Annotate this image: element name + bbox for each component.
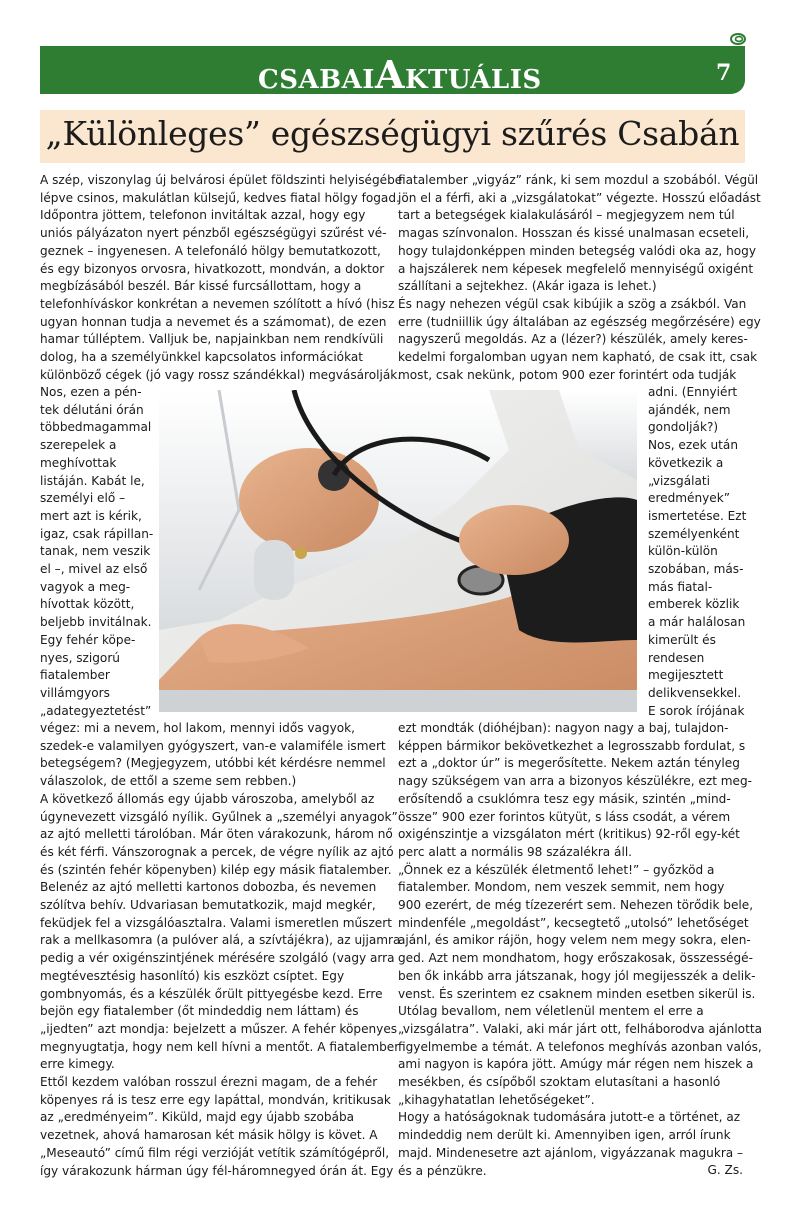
text-line: „adategyeztetést” [40, 703, 152, 718]
text-line: pedig a vér oxigénszintjének mérésére szolgáló (vagy arra [40, 951, 395, 966]
text-line: szobában, más- [648, 562, 744, 577]
text-line: villámgyors [40, 685, 110, 700]
text-line: úgynevezett vizsgáló nyílik. Gyűlnek a „személyi anyagok” [40, 809, 398, 824]
text-line: Időpontra jöttem, telefonon invitáltak azzal, hogy egy [40, 208, 366, 223]
text-line: És nagy nehezen végül csak kibújik a szög a zsákból. Van [398, 296, 747, 311]
headline: „Különleges” egészségügyi szűrés Csabán [45, 114, 740, 153]
text-line: köpenyes rá is tesz erre egy lapáttal, mondván, kritikusak [40, 1092, 391, 1107]
text-line: rendesen [648, 650, 705, 665]
text-line: „Meseautó” című film régi verzióját vetítik számítógépről, [40, 1145, 390, 1160]
text-line: adni. (Ennyiért [648, 385, 738, 399]
text-line: jön el a férfi, aki a „vizsgálatokat” végezte. Hosszú előadást [398, 190, 761, 205]
text-line: oxigénszintje a vizsgálaton mért (kritikus) 92-ről egy-két [398, 827, 740, 842]
text-line: megijesztett [648, 668, 724, 683]
text-line: ezt a „doktor úr” is megerősítette. Nekem aztán tényleg [398, 756, 740, 771]
text-line: vezetnek, ahová hamarosan két másik hölgy is követ. A [40, 1128, 378, 1143]
text-line: vagyok a meg- [40, 579, 131, 594]
text-line: ismertetése. Ezt [648, 508, 747, 523]
text-line: bejön egy fiatalember (őt mindeddig nem láttam) és [40, 1004, 359, 1019]
text-line: szedek-e valamilyen gyógyszert, van-e valamiféle ismert [40, 738, 386, 753]
text-line: „kihagyhatatlan lehetőségeket”. [398, 1092, 595, 1107]
text-line: telefonhíváskor konkrétan a nevemen szólított a hívó (hisz [40, 296, 395, 311]
text-line: más fiatal- [648, 579, 713, 594]
text-line: hívottak között, [40, 597, 135, 612]
text-line: rak a mellkasomra (a pulóver alá, a szívtájékra), az ujjamra [40, 933, 401, 948]
masthead-part2: A [374, 52, 405, 97]
text-line: és (szintén fehér köpenyben) kilép egy másik fiatalember. [40, 862, 392, 877]
text-line: Nos, ezek után [648, 438, 738, 453]
headline-band [40, 110, 745, 163]
text-line: megtévesztésig hasonlító) kis eszközt csíptet. Egy [40, 968, 345, 983]
column-2-bottom-text [398, 720, 762, 1180]
text-line: „Önnek ez a készülék életmentő lehet!” – győzköd a [398, 862, 715, 877]
text-line: listáján. Kabát le, [40, 473, 145, 488]
text-line: hamar túlléptem. Valljuk be, napjainkban nem rendkívüli [40, 332, 384, 347]
text-line: következik a [648, 455, 724, 470]
text-line: beljebb invitálnak. [40, 615, 152, 630]
text-line: válaszolok, de ettől a szeme sem rebben.) [40, 774, 297, 789]
text-line: megbízásából beszél. Bár kissé furcsállottam, hogy a [40, 279, 362, 294]
text-line: többedmagammal [40, 420, 152, 435]
text-line: ami nagyon is kapóra jött. Amúgy már régen nem hiszek a [398, 1057, 754, 1072]
masthead-title [258, 52, 542, 97]
text-line: erre (tudniillik úgy általában az egészség megőrzésére) egy [398, 314, 761, 329]
text-line: „ijedten” azt mondja: bejelzett a műszer. A fehér köpenyes [40, 1021, 398, 1036]
text-line: személyi elő – [40, 491, 126, 506]
swirl-logo-icon [729, 32, 747, 46]
text-line: személyenként [648, 526, 740, 541]
text-line: nyes, szigorú [40, 650, 120, 665]
text-line: A szép, viszonylag új belvárosi épület földszinti helyiségébe [40, 173, 403, 187]
text-line: megnyugtatja, hogy nem kell hívni a mentőt. A fiatalember [40, 1039, 400, 1054]
text-line: fiatalember. Mondom, nem veszek semmit, nem hogy [398, 880, 725, 895]
text-line: feküdjek fel a vizsgálóasztalra. Valami ismeretlen műszert [40, 915, 392, 930]
masthead-part3: KTUÁLIS [404, 65, 542, 95]
text-line: most, csak nekünk, potom 900 ezer forintért oda tudják [398, 367, 737, 382]
text-line: és két férfi. Vánszorognak a percek, de végre nyílik az ajtó [40, 844, 394, 859]
text-line: fiatalember „vigyáz” ránk, ki sem mozdul a szobából. Végül [398, 173, 759, 187]
text-line: mert azt is kérik, [40, 508, 142, 523]
text-line: így várakozunk hárman úgy fél-háromnegyed órán át. Egy [40, 1163, 394, 1178]
text-line: Hogy a hatóságoknak tudomására jutott-e a történet, az [398, 1110, 741, 1125]
text-line: emberek közlik [648, 597, 740, 612]
masthead-part1: CSABAI [258, 65, 375, 95]
text-line: hogy tulajdonképpen minden betegség valódi oka az, hogy [398, 243, 757, 258]
text-line: delikvensekkel. [648, 685, 742, 700]
text-line: magas színvonalon. Hosszan és kissé unalmasan ecseteli, [398, 226, 750, 241]
text-line: szerepelek a [40, 438, 117, 453]
text-line: betegségem? (Megjegyzem, utóbbi két kérdésre nemmel [40, 756, 386, 771]
text-line: kimerült és [648, 632, 716, 647]
text-line: ajándék, nem [648, 402, 731, 417]
text-line: mindeddig nem derült ki. Amennyiben igen, arról írunk [398, 1128, 731, 1143]
column-2-top-text [398, 172, 761, 384]
text-line: venst. És szerintem ez csaknem minden esetben sikerül is. [398, 986, 756, 1001]
text-line: Nos, ezen a pén- [40, 385, 142, 399]
text-line: „vizsgálati [648, 473, 711, 488]
text-line: igaz, csak rápillan- [40, 526, 154, 541]
text-line: tek délutáni órán [40, 402, 144, 417]
text-line: az ajtó melletti tárolóban. Már öten várakozunk, három nő [40, 827, 393, 842]
text-line: az „eredményeim”. Kiküld, majd egy újabb szobába [40, 1110, 355, 1125]
text-line: Utólag bevallom, nem véletlenül mentem el erre a [398, 1004, 704, 1019]
text-line: mesékben, és csípőből szoktam elutasítani a hasonló [398, 1075, 721, 1090]
text-line: 900 ezerért, de még tízezerért sem. Nehezen törődik bele, [398, 898, 754, 913]
text-line: a hajszálerek nem képesek megfelelő mennyiségű oxigént [398, 261, 754, 276]
text-line: kedelmi forgalomban ugyan nem kapható, de csak itt, csak [398, 350, 758, 365]
text-line: meghívottak [40, 455, 117, 470]
text-line: majd. Mindenesetre azt ajánlom, vigyázzanak magukra – [398, 1145, 744, 1160]
text-line: össze” 900 ezer forintos kütyüt, s láss csodát, a vérem [398, 809, 731, 824]
column-1-top-text [40, 172, 402, 384]
column-2-wrap-text [648, 384, 746, 720]
page-number: 7 [716, 60, 732, 86]
blood-pressure-photo-icon [159, 390, 637, 712]
text-line: A következő állomás egy újabb városzoba, amelyből az [40, 791, 375, 806]
text-line: lépve csinos, makulátlan külsejű, kedves fiatal hölgy fogad. [40, 190, 400, 205]
column-1-bottom-text [40, 720, 400, 1180]
text-line: végez: mi a nevem, hol lakom, mennyi idős vagyok, [40, 721, 356, 735]
text-line: tanak, nem veszik [40, 544, 151, 559]
text-line: szállítani a sejtekhez. (Akár igaza is lehet.) [398, 279, 657, 294]
text-line: el –, mivel az első [40, 562, 148, 577]
article-photo [159, 390, 637, 712]
text-line: nagy szükségem van arra a bizonyos készülékre, ezt meg- [398, 774, 753, 789]
text-line: tart a betegségek kialakulásáról – megjegyzem nem túl [398, 208, 735, 223]
text-line: erősítendő a csuklómra tesz egy másik, szintén „mind- [398, 791, 731, 806]
text-line: geznek – ingyenesen. A telefonáló hölgy bemutatkozott, [40, 243, 381, 258]
text-line: eredmények” [648, 491, 731, 506]
text-line: uniós pályázaton nyert pénzből egészségügyi szűrést vé- [40, 226, 387, 241]
text-line: mindenféle „megoldást”, kecsegtető „utolsó” lehetőséget [398, 915, 749, 930]
text-line: képpen bármikor bekövetkezhet a legrosszabb fordulat, s [398, 738, 746, 753]
text-line: „vizsgálatra”. Valaki, aki már járt ott, felháborodva ajánlotta [398, 1021, 762, 1036]
text-line: Egy fehér köpe- [40, 632, 136, 647]
text-line: gombnyomás, és a készülék őrült pittyegésbe kezd. Erre [40, 986, 383, 1001]
column-1-wrap-text [40, 384, 153, 720]
text-line: gondolják?) [648, 420, 719, 435]
text-line: Ettől kezdem valóban rosszul érezni magam, de a fehér [40, 1075, 378, 1090]
author-signature: G. Zs. [707, 1163, 743, 1177]
text-line: fiatalember [40, 668, 110, 683]
text-line: különböző cégek (jó vagy rossz szándékkal) megvásárolják. [40, 367, 402, 382]
text-line: ugyan honnan tudja a nevemet és a számomat), de ezen [40, 314, 387, 329]
text-line: perc alatt a normális 98 százalékra áll. [398, 844, 633, 859]
text-line: szólítva behív. Udvariasan bemutatkozik, majd megkér, [40, 898, 376, 913]
text-line: nagyszerű megoldás. Az a (lézer?) készülék, amely keres- [398, 332, 748, 347]
text-line: és egy bizonyos orvosra, hivatkozott, mondván, a doktor [40, 261, 385, 276]
text-line: ben ők inkább arra játszanak, hogy jól megijesszék a delik- [398, 968, 756, 983]
text-line: figyelmembe a témát. A telefonos meghívás azonban valós, [398, 1039, 762, 1054]
text-line: ged. Azt nem mondhatom, hogy erőszakosak, összességé- [398, 951, 753, 966]
text-line: ajánl, és amikor rájön, hogy velem nem megy sokra, elen- [398, 933, 751, 948]
text-line: dolog, ha a személyünkkel kapcsolatos információkat [40, 350, 364, 365]
text-line: E sorok írójának [648, 703, 745, 718]
text-line: ezt mondták (dióhéjban): nagyon nagy a baj, tulajdon- [398, 721, 729, 735]
text-line: és a pénzükre. [398, 1163, 487, 1178]
text-line: a már halálosan [648, 615, 746, 630]
text-line: Belenéz az ajtó melletti kartonos dobozba, és nevemen [40, 880, 377, 895]
text-line: külön-külön [648, 544, 718, 559]
text-line: erre kimegy. [40, 1057, 115, 1072]
